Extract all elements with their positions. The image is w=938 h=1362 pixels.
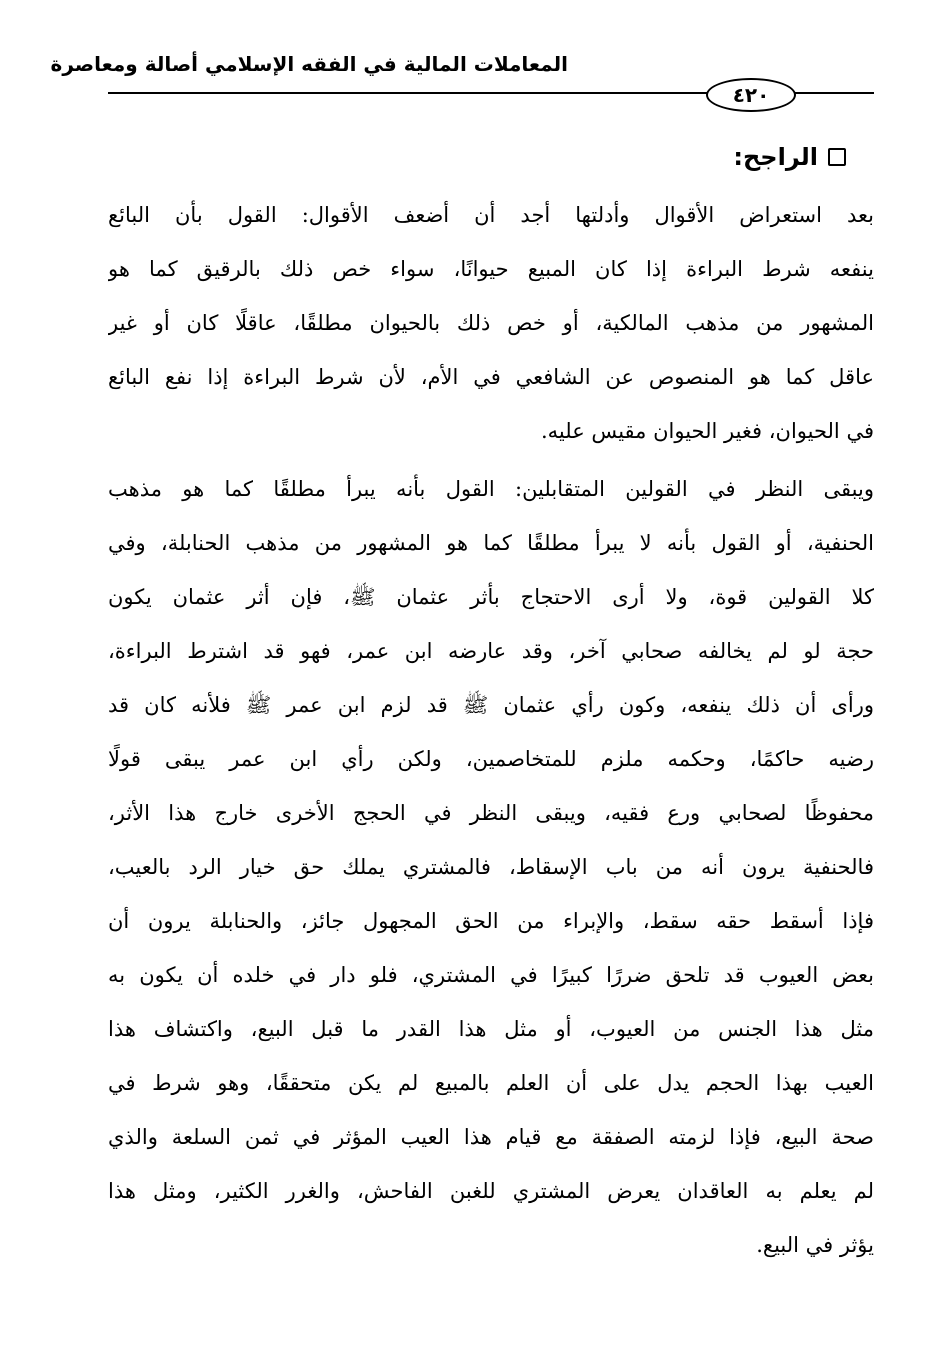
text-line: صحة البيع، فإذا لزمته الصفقة مع قيام هذا العيب المؤثر في ثمن السلعة والذي <box>108 1125 874 1149</box>
section-heading-text: الراجح: <box>733 143 818 171</box>
text-line: حجة لو لم يخالفه صحابي آخر، وقد عارضه ابن عمر، فهو قد اشترط البراءة، <box>108 639 874 663</box>
text-line: بعض العيوب قد تلحق ضررًا كبيرًا في المشتري، فلو دار في خلده أن يكون به <box>108 963 874 987</box>
text-line: لم يعلم به العاقدان يعرض المشتري للغبن الفاحش، والغرر الكثير، ومثل هذا <box>108 1179 874 1203</box>
text-line: العيب بهذا الحجم يدل على أن العلم بالمبيع لم يكن متحققًا، وهو شرط في <box>108 1071 874 1095</box>
checkbox-icon <box>828 148 846 166</box>
running-title: المعاملات المالية في الفقه الإسلامي أصالة ومعاصرة <box>50 52 568 76</box>
section-heading <box>733 140 846 174</box>
text-line: عاقل كما هو المنصوص عن الشافعي في الأم، لأن شرط البراءة إذا نفع البائع <box>108 365 874 389</box>
text-line: في الحيوان، فغير الحيوان مقيس عليه. <box>541 419 874 443</box>
page-number: ٤٢٠ <box>706 78 796 112</box>
text-line: بعد استعراض الأقوال وأدلتها أجد أن أضعف الأقوال: القول بأن البائع <box>108 203 874 227</box>
text-line: يؤثر في البيع. <box>756 1233 874 1257</box>
text-line: ويبقى النظر في القولين المتقابلين: القول بأنه يبرأ مطلقًا كما هو مذهب <box>108 477 874 501</box>
text-line: فإذا أسقط حقه سقط، والإبراء من الحق المجهول جائز، والحنابلة يرون أن <box>108 909 874 933</box>
text-line: فالحنفية يرون أنه من باب الإسقاط، فالمشتري يملك حق خيار الرد بالعيب، <box>108 855 874 879</box>
text-line: مثل هذا الجنس من العيوب، أو مثل هذا القدر ما قبل البيع، واكتشاف هذا <box>108 1017 874 1041</box>
text-line: محفوظًا لصحابي ورع فقيه، ويبقى النظر في الحجج الأخرى خارج هذا الأثر، <box>108 801 874 825</box>
paragraph-2 <box>108 462 874 1272</box>
text-line: المشهور من مذهب المالكية، أو خص ذلك بالحيوان مطلقًا، عاقلًا كان أو غير <box>108 311 874 335</box>
text-line: الحنفية، أو القول بأنه لا يبرأ مطلقًا كما هو المشهور من مذهب الحنابلة، وفي <box>108 531 874 555</box>
body-text <box>108 188 874 1272</box>
paragraph-1 <box>108 188 874 458</box>
text-line: كلا القولين قوة، ولا أرى الاحتجاج بأثر عثمان ﷺ، فإن أثر عثمان يكون <box>108 585 874 609</box>
text-line: ينفعه شرط البراءة إذا كان المبيع حيوانًا، سواء خص ذلك بالرقيق كما هو <box>108 257 874 281</box>
text-line: رضيه حاكمًا، وحكمه ملزم للمتخاصمين، ولكن رأي ابن عمر يبقى قولًا <box>108 747 874 771</box>
text-line: ورأى أن ذلك ينفعه، وكون رأي عثمان ﷺ قد لزم ابن عمر ﷺ فلأنه كان قد <box>108 693 874 717</box>
